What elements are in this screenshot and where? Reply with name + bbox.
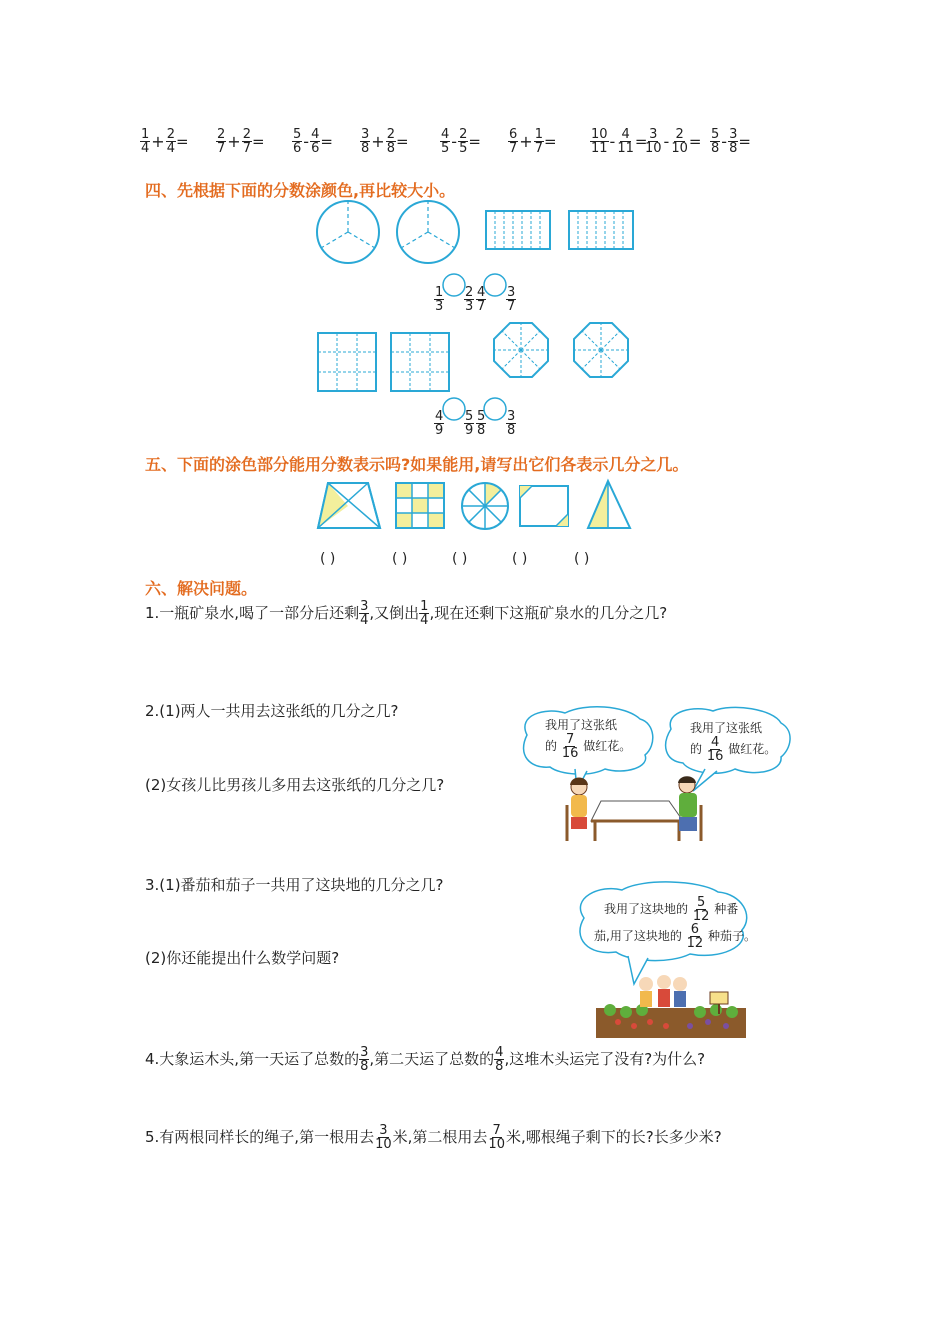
- q2b: (2)女孩儿比男孩儿多用去这张纸的几分之几?: [145, 776, 445, 794]
- q3a: 3.(1)番茄和茄子一共用了这块地的几分之几?: [145, 876, 444, 894]
- s4-row1-fracs: $\frac{1}{3}$ $\frac{2}{3}$ $\frac{4}{7}$ $\frac{3}{7}$: [435, 285, 516, 314]
- calc-item: $\frac{10}{11}$ - $\frac{4}{11}$ =: [591, 127, 648, 156]
- bubble-boy-text: 我用了这张纸 的 $\frac{4}{16}$ 做红花。: [690, 721, 777, 764]
- calc-item: $\frac{3}{8}$ + $\frac{2}{8}$ =: [361, 127, 409, 156]
- s4-row2-fracs: $\frac{4}{9}$ $\frac{5}{9}$ $\frac{5}{8}$ $\frac{3}{8}$: [435, 409, 516, 438]
- bubble3-text: 我用了这块地的 $\frac{5}{12}$ 种番 茄,用了这块地的 $\frac{6}{12}$ 种茄子。: [594, 895, 757, 951]
- section4-shapes: [300, 195, 660, 445]
- answer-blank-4[interactable]: ( ): [512, 551, 528, 567]
- q2a: 2.(1)两人一共用去这张纸的几分之几?: [145, 702, 399, 720]
- bubble-girl-text: 我用了这张纸 的 $\frac{7}{16}$ 做红花。: [545, 718, 632, 761]
- square-ninths-2: [391, 333, 449, 391]
- section4-title: 四、先根据下面的分数涂颜色,再比较大小。: [145, 181, 456, 200]
- section6-title: 六、解决问题。: [145, 579, 258, 598]
- calc-item: $\frac{5}{6}$ - $\frac{4}{6}$ =: [293, 127, 333, 156]
- calc-item: $\frac{1}{4}$ + $\frac{2}{4}$ =: [141, 127, 189, 156]
- square-ninths-1: [318, 333, 376, 391]
- calc-item: $\frac{4}{5}$ - $\frac{2}{5}$ =: [441, 127, 481, 156]
- calc-item: $\frac{5}{8}$ - $\frac{3}{8}$ =: [711, 127, 751, 156]
- answer-blank-5[interactable]: ( ): [574, 551, 590, 567]
- section5-shapes: [310, 478, 640, 536]
- q5: 5.有两根同样长的绳子,第一根用去 $\frac{3}{10}$ 米,第二根用去 $\frac{7}{10}$ 米,哪根绳子剩下的长?长多少米?: [145, 1123, 722, 1152]
- calc-row: [140, 128, 940, 162]
- section5-title: 五、下面的涂色部分能用分数表示吗?如果能用,请写出它们各表示几分之几。: [145, 455, 689, 474]
- calc-item: $\frac{3}{10}$ - $\frac{2}{10}$ =: [645, 127, 702, 156]
- answer-blank-3[interactable]: ( ): [452, 551, 468, 567]
- section5-answers: [320, 551, 640, 571]
- answer-blank-1[interactable]: ( ): [320, 551, 336, 567]
- calc-item: $\frac{6}{7}$ + $\frac{1}{7}$ =: [509, 127, 557, 156]
- q1: 1.一瓶矿泉水,喝了一部分后还剩 $\frac{3}{4}$ ,又倒出 $\frac{1}{4}$ ,现在还剩下这瓶矿泉水的几分之几?: [145, 599, 668, 628]
- q3b: (2)你还能提出什么数学问题?: [145, 949, 340, 967]
- calc-item: $\frac{2}{7}$ + $\frac{2}{7}$ =: [217, 127, 265, 156]
- q4: 4.大象运木头,第一天运了总数的 $\frac{3}{8}$ ,第二天运了总数的 $\frac{4}{8}$ ,这堆木头运完了没有?为什么?: [145, 1045, 706, 1074]
- answer-blank-2[interactable]: ( ): [392, 551, 408, 567]
